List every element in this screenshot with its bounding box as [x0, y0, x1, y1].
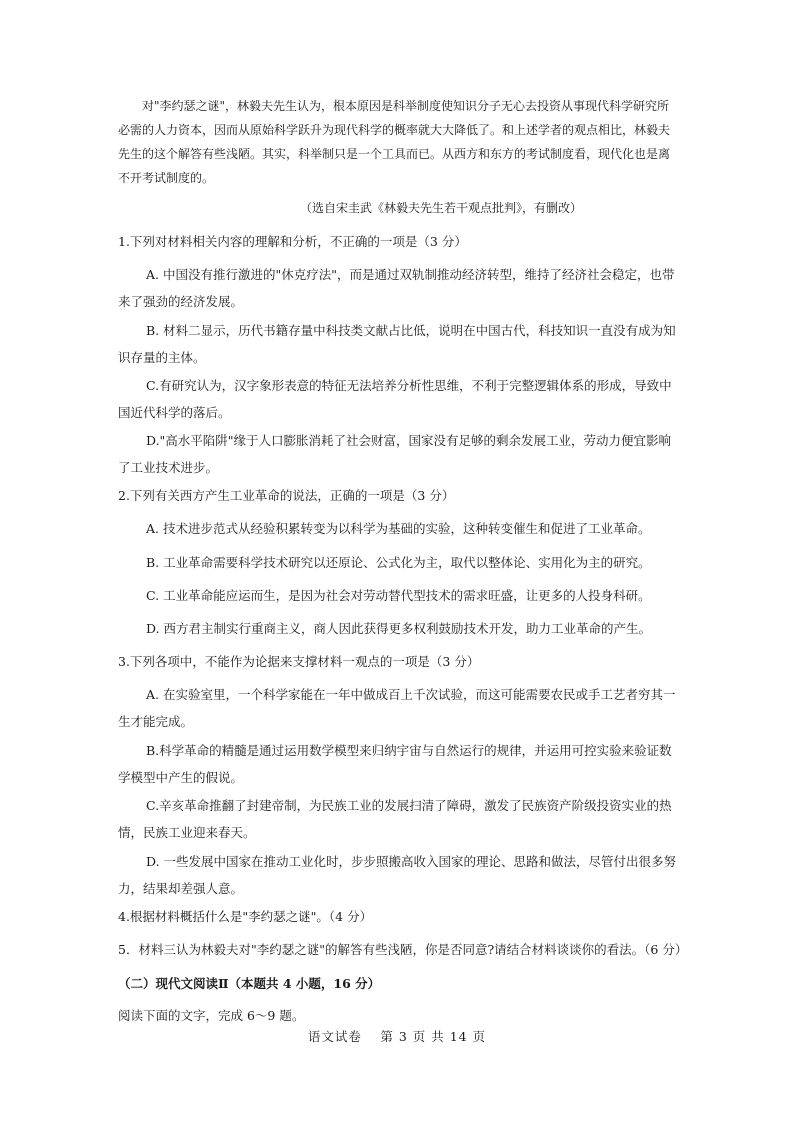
question-3-stem: 3.下列各项中，不能作为论据来支撑材料一观点的一项是（3 分） — [118, 654, 480, 669]
question-2-option-d: D. 西方君主制实行重商主义，商人因此获得更多权利鼓励技术开发，助力工业革命的产生。 — [146, 621, 652, 636]
question-2-stem: 2.下列有关西方产生工业革命的说法，正确的一项是（3 分） — [118, 488, 455, 503]
section-intro: 阅读下面的文字，完成 6～9 题。 — [118, 1008, 305, 1023]
question-4-stem: 4.根据材料概括什么是"李约瑟之谜"。（4 分） — [118, 909, 373, 924]
passage-paragraph: 对"李约瑟之谜"，林毅夫先生认为，根本原因是科举制度使知识分子无心去投资从事现代科学研究所必需的人力资本，因而从原始科学跃升为现代科学的概率就大大降低了。和上述学者的观点相比，林毅夫先生的这个解答有些浅陋。其实，科举制只是一个工具而已。从西方和东方的考试制度看，现代化也是离不开考试制度的。 — [118, 99, 671, 185]
question-2-option-a: A. 技术进步范式从经验积累转变为以科学为基础的实验，这种转变催生和促进了工业革命。 — [146, 521, 651, 536]
question-1-stem: 1.下列对材料相关内容的理解和分析，不正确的一项是（3 分） — [118, 234, 467, 249]
question-3-option-b: B.科学革命的精髓是通过运用数学模型来归纳宇宙与自然运行的规律，并运用可控实验来验证数学模型中产生的假说。 — [118, 743, 672, 785]
question-2-option-c: C. 工业革命能应运而生，是因为社会对劳动替代型技术的需求旺盛，让更多的人投身科研。 — [146, 588, 651, 603]
question-3-option-a: A. 在实验室里，一个科学家能在一年中做成百上千次试验，而这可能需要农民或手工艺者穷其一生才能完成。 — [118, 687, 676, 729]
question-1-option-a: A. 中国没有推行激进的"休克疗法"，而是通过双轨制推动经济转型，维持了经济社会稳定，也带来了强劲的经济发展。 — [118, 267, 675, 309]
question-1-option-d: D."高水平陷阱"缘于人口膨胀消耗了社会财富，国家没有足够的剩余发展工业，劳动力便宜影响了工业技术进步。 — [118, 433, 672, 475]
question-2-option-b: B. 工业革命需要科学技术研究以还原论、公式化为主，取代以整体论、实用化为主的研究。 — [146, 555, 651, 570]
passage-source: （选自宋圭武《林毅夫先生若干观点批判》，有删改） — [300, 201, 583, 215]
question-3-option-c: C.辛亥革命推翻了封建帝制，为民族工业的发展扫清了障碍，激发了民族资产阶级投资实业的热情，民族工业迎来春天。 — [118, 798, 672, 840]
question-3-option-d: D. 一些发展中国家在推动工业化时，步步照搬高收入国家的理论、思路和做法，尽管付出很多努力，结果却差强人意。 — [118, 854, 677, 896]
question-1-option-c: C.有研究认为，汉字象形表意的特征无法培养分析性思维，不利于完整逻辑体系的形成，导致中国近代科学的落后。 — [118, 378, 672, 420]
section-heading: （二）现代文阅读Ⅱ（本题共 4 小题，16 分） — [118, 976, 381, 991]
page-footer: 语文试卷 第 3 页 共 14 页 — [307, 1029, 487, 1044]
question-5-stem: 5．材料三认为林毅夫对"李约瑟之谜"的解答有些浅陋，你是否同意?请结合材料谈谈你的看法。（6 分） — [118, 942, 688, 957]
question-1-option-b: B. 材料二显示，历代书籍存量中科技类文献占比低，说明在中国古代，科技知识一直没有成为知识存量的主体。 — [118, 323, 676, 365]
